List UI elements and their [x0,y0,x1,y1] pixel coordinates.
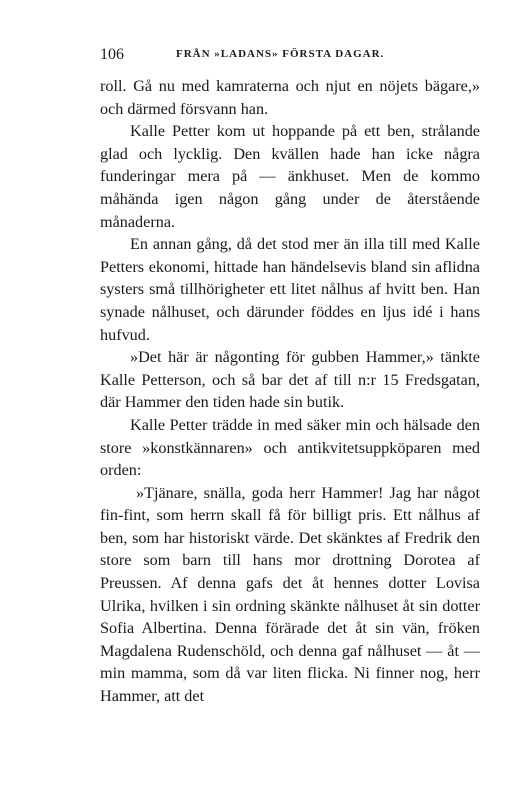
paragraph-continuation: roll. Gå nu med kamraterna och njut en nöjets bägare,» och därmed försvann han. [100,77,480,118]
page-number: 106 [100,46,124,63]
paragraph: »Det här är någonting för gubben Hammer,» tänkte Kalle Petterson, och så bar det af till n:r 15 Fredsgatan, där Hammer den tiden hade sin butik. [100,348,480,412]
paragraph: Kalle Petter trädde in med säker min och hälsade den store »konstkännaren» och antikvitetsuppköparen med orden: [100,415,480,480]
running-title: FRÅN »LADANS» FÖRSTA DAGAR. [176,48,385,60]
body-text [100,75,480,708]
running-head [100,46,480,64]
paragraph: En annan gång, då det stod mer än illa till med Kalle Petters ekonomi, hittade han händelsevis bland sin aflidna systers små tillhörigheter ett litet nålhus af hvitt ben. Han synade nålhuset, och därunder föddes en ljus idé i hans hufvud. [100,235,480,344]
paragraph: Kalle Petter kom ut hoppande på ett ben, strålande glad och lycklig. Den kvällen hade han icke några funderingar mera på — änkhuset. Men de kommo måhända igen någon gång under de återstående månaderna. [100,122,480,231]
paragraph-quote: »Tjänare, snälla, goda herr Hammer! Jag har något fin-fint, som herrn skall få för billigt pris. Ett nålhus af ben, som har historiskt värde. Det skänktes af Fredrik den store som barn till hans mor drottning Dorotea af Preussen. Af denna gafs det åt hennes dotter Lovisa Ulrika, hvilken i sin ordning skänkte nålhuset åt sin dotter Sofia Albertina. Denna förärade det åt sin vän, fröken Magdalena Rudenschöld, och denna gaf nålhuset — åt — min mamma, som då var liten flicka. Ni finner nog, herr Hammer, att det [100,483,480,706]
